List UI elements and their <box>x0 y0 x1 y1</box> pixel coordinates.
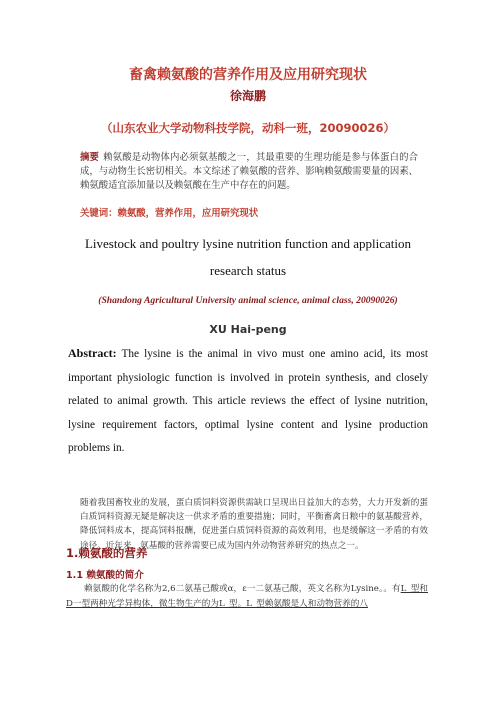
chinese-affiliation: （山东农业大学动物科技学院，动科一班，20090026） <box>100 121 395 135</box>
section-1-1-text-c: L_型。L_型赖氨酸是人和动物营养的八 <box>219 598 368 609</box>
section-1-1-paragraph <box>66 582 428 611</box>
chinese-abstract-label: 摘要 <box>80 152 100 163</box>
english-affiliation: (Shandong Agricultural University animal science, animal class, 20090026) <box>98 295 398 306</box>
english-author: XU Hai-peng <box>209 323 287 336</box>
section-1-heading: 1.赖氨酸的营养 <box>66 546 148 560</box>
introduction-paragraph: 随着我国畜牧业的发展，蛋白质饲料资源供需缺口呈现出日益加大的态势，大力开发新的蛋白质饲料资源无疑是解决这一供求矛盾的重要措施；同时，平衡畜禽日粮中的氨基酸营养，降低饲料成本，提高饲料报酬，促进蛋白质饲料资源的高效利用，也是缓解这一矛盾的有效途径。近年来，氨基酸的营养需要已成为国内外动物营养研究的热点之一。 <box>80 498 428 551</box>
chinese-author: 徐海鹏 <box>229 89 266 103</box>
english-abstract-text: The lysine is the animal in vivo must one amino acid, its most important physiologic function is involved in protein synthesis, and closely related to animal growth. This article reviews the effect of lysine nutrition, lysine requirement factors, optimal lysine content and lysine production problems in. <box>68 348 428 454</box>
section-1-1-heading: 1.1 赖氨酸的简介 <box>66 570 144 581</box>
chinese-abstract-text: 赖氨酸是动物体内必须氨基酸之一，其最重要的生理功能是参与体蛋白的合成，与动物生长密切相关。本文综述了赖氨酸的营养、影响赖氨酸需要量的因素、赖氨酸适宜添加量以及赖氨酸在生产中存在的问题。 <box>80 152 418 192</box>
english-abstract-label: Abstract: <box>68 346 117 360</box>
english-title-line1: Livestock and poultry lysine nutrition function and application <box>84 236 411 251</box>
section-1-1-text-a: 赖氨酸的化学名称为2,6二氨基己酸或α，ε一二氨基己酸，英文名称为Lysine。。有 <box>84 584 401 594</box>
chinese-abstract <box>80 151 418 194</box>
english-abstract <box>68 342 428 461</box>
chinese-keywords: 关键词：赖氨酸，营养作用，应用研究现状 <box>80 208 259 219</box>
chinese-title: 畜禽赖氨酸的营养作用及应用研究现状 <box>129 67 367 83</box>
section-1-1-text-b: L_型和D一型两种光学异构体，微生物生产的为 <box>66 584 428 609</box>
english-title-line2: research status <box>209 263 287 278</box>
